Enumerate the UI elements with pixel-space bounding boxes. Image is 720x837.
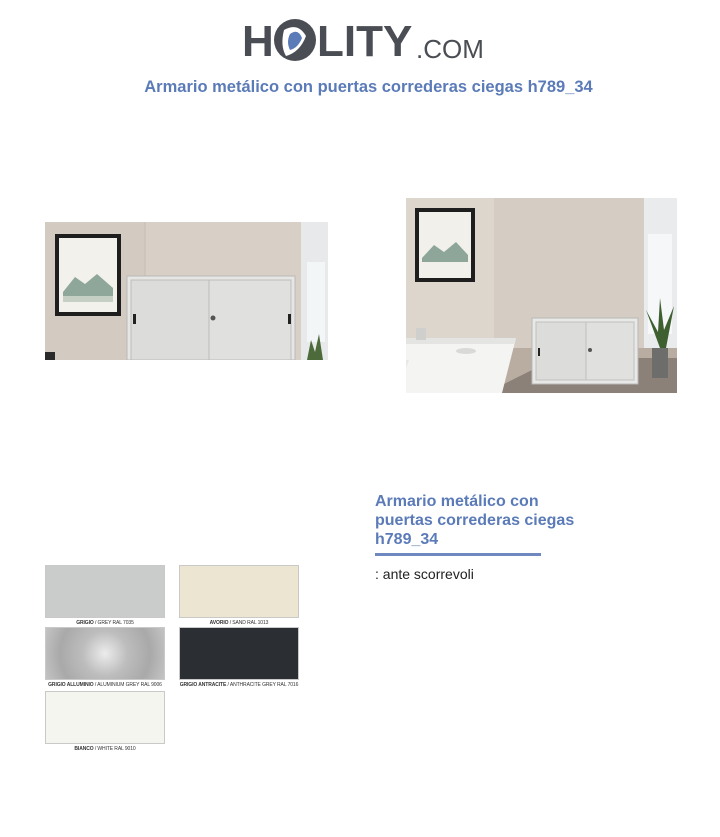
cabinet-photo-office[interactable] (406, 198, 677, 393)
swatch-grigio-alluminio[interactable] (45, 627, 165, 688)
swatch-chip (45, 565, 165, 618)
swatch-caption: GRIGIO ALLUMINIO / ALUMINIUM GREY RAL 9006 (48, 682, 162, 688)
sliding-cabinet-icon (532, 318, 638, 384)
swatch-caption: GRIGIO ANTRACITE / ANTHRACITE GREY RAL 7016 (179, 682, 299, 688)
swatch-chip (179, 627, 299, 680)
swatch-grigio-antracite[interactable] (179, 627, 299, 688)
page-title: Armario metálico con puertas correderas ciegas h789_34 (144, 78, 593, 96)
product-title: Armario metálico con puertas correderas ciegas h789_34 (375, 493, 575, 548)
swatch-caption: AVORIO / SAND RAL 1013 (209, 620, 269, 626)
sliding-cabinet-icon (127, 276, 295, 360)
swatch-grigio[interactable] (45, 565, 165, 626)
color-swatch-grid (45, 565, 305, 765)
framed-picture-icon (415, 208, 475, 282)
swatch-chip (45, 691, 165, 744)
framed-picture-icon (55, 234, 121, 316)
swatch-bianco[interactable] (45, 691, 165, 752)
swatch-caption: BIANCO / WHITE RAL 9010 (74, 746, 136, 752)
swatch-avorio[interactable] (179, 565, 299, 626)
logo-text-lity: LITY (317, 17, 413, 66)
swatch-chip (179, 565, 299, 618)
globe-icon (274, 19, 316, 61)
swatch-caption: GRIGIO / GREY RAL 7035 (76, 620, 134, 626)
logo-text-h: H (242, 17, 274, 66)
swatch-chip (45, 627, 165, 680)
cabinet-photo-front[interactable] (45, 222, 328, 360)
holity-logo[interactable] (240, 12, 490, 68)
title-underline (375, 553, 541, 556)
logo-text-com: .COM (416, 34, 484, 64)
product-feature: : ante scorrevoli (375, 566, 474, 582)
